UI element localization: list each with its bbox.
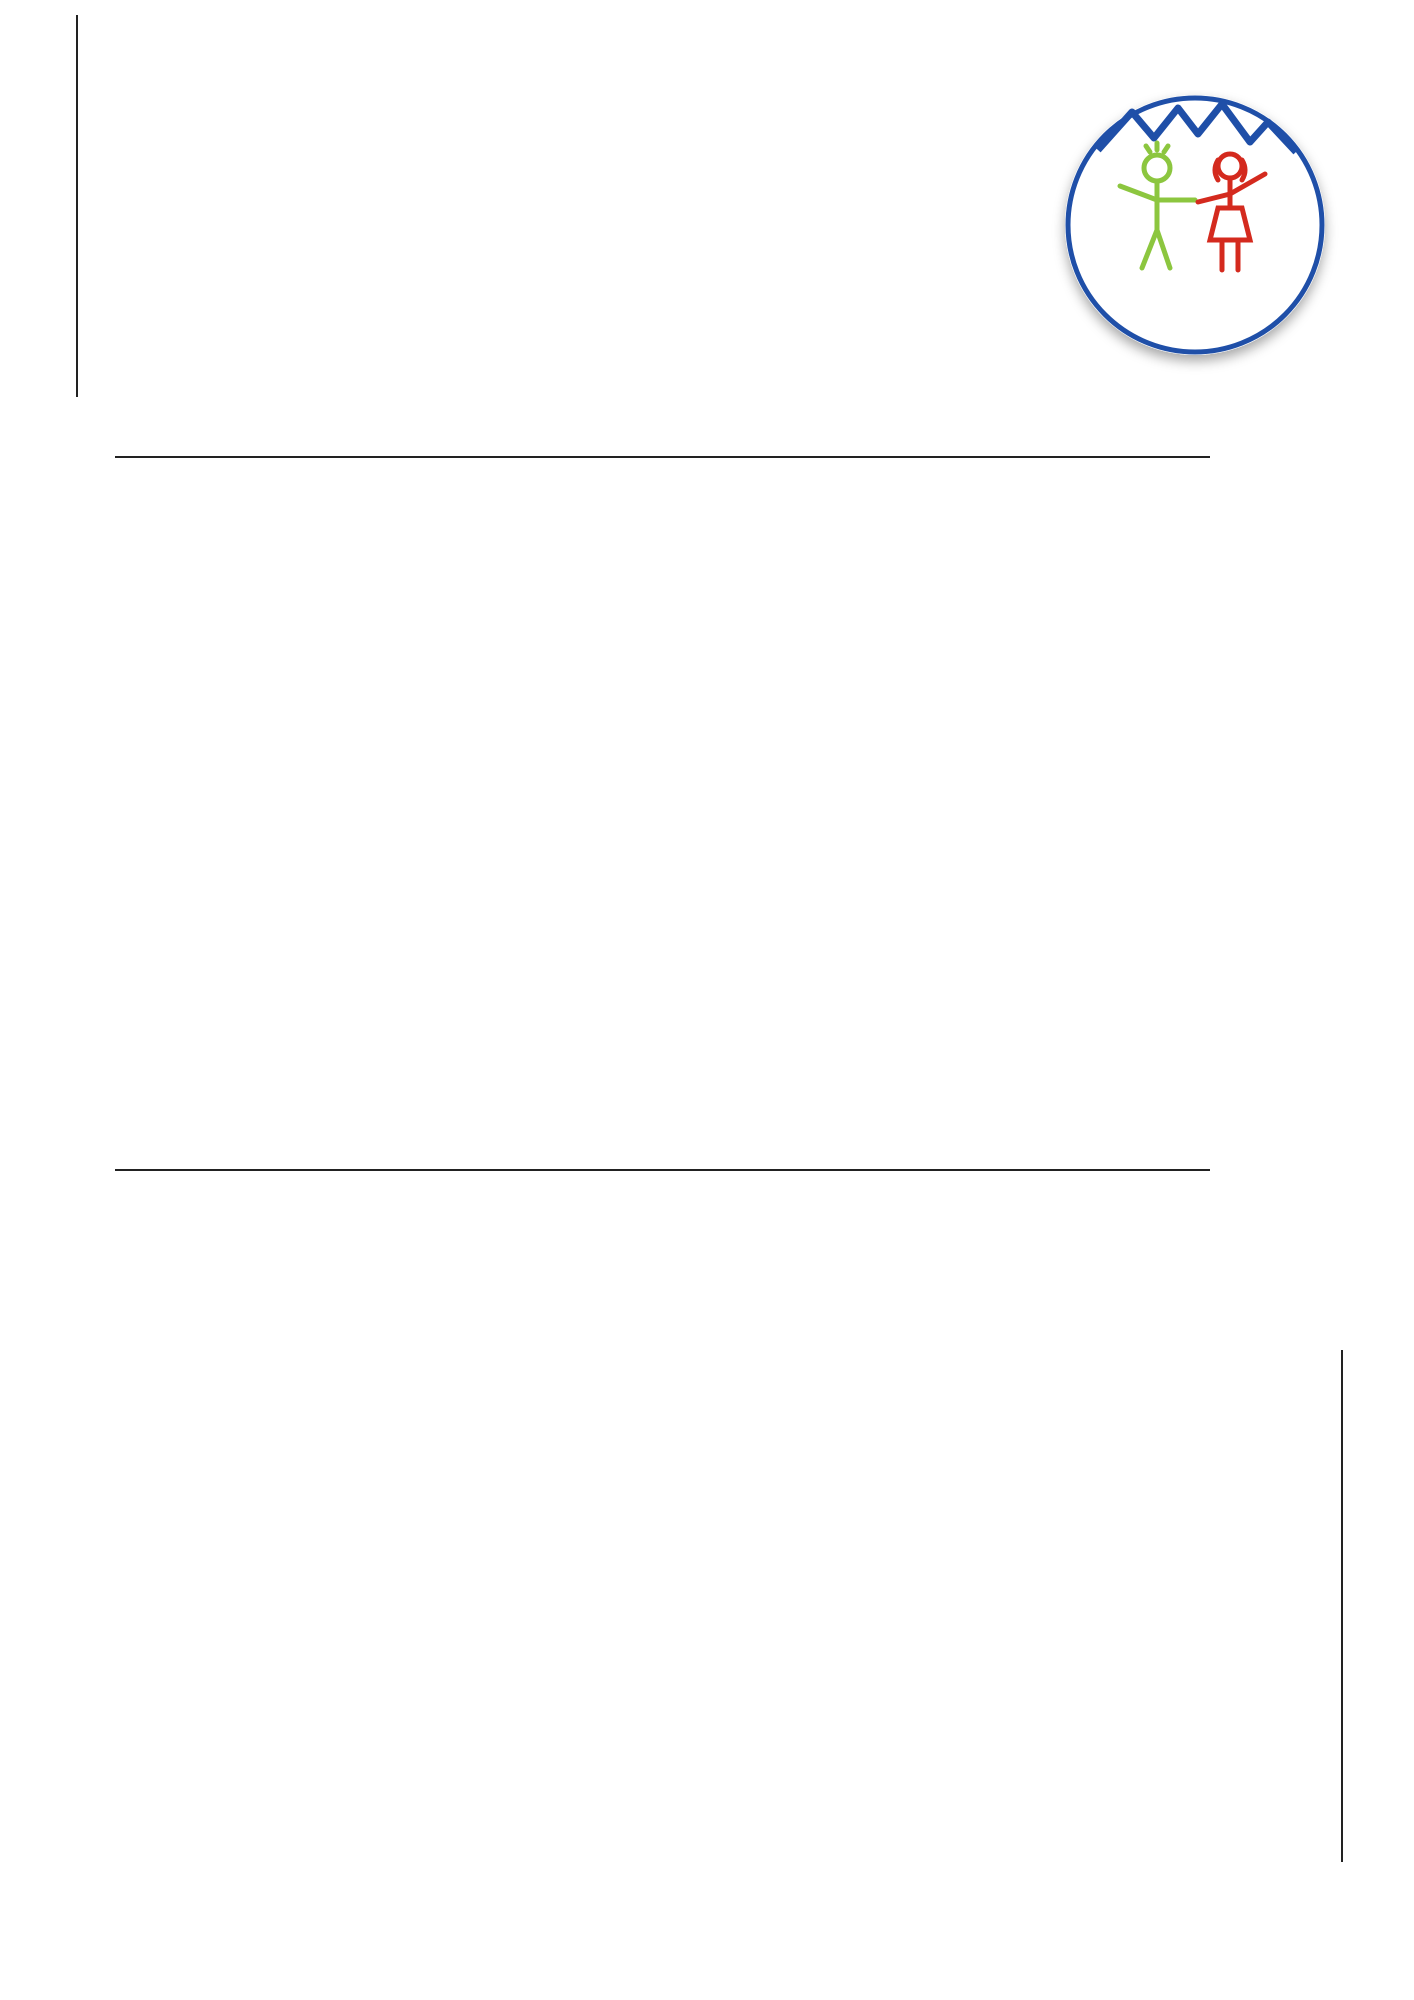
school-logo [1050, 90, 1340, 380]
right-accent-line [1341, 1350, 1343, 1862]
left-accent-line [76, 15, 78, 397]
divider-1 [115, 456, 1210, 458]
divider-2 [115, 1169, 1210, 1171]
dot-pattern-bottom [0, 1820, 200, 2000]
